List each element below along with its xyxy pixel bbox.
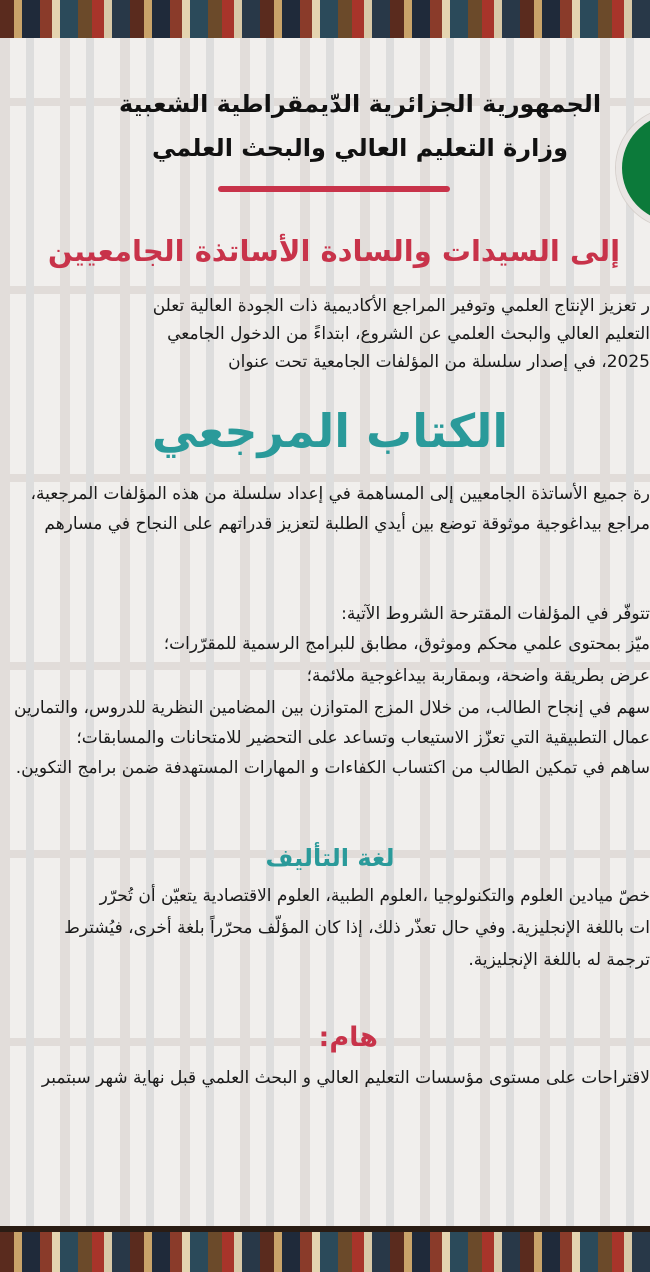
- language-line-2: ات باللغة الإنجليزية. وفي حال تعذّر ذلك، إذا كان المؤلّف محرّراً بلغة أخرى، فيُشترط: [64, 918, 650, 938]
- header-divider: [218, 186, 450, 192]
- condition-item-3: سهم في إنجاح الطالب، من خلال المزج المتوازن بين المضامين النظرية للدروس، والتمارين: [13, 698, 650, 718]
- algeria-flag-emblem: [616, 108, 650, 228]
- language-section-title: لغة التأليف: [265, 844, 395, 872]
- bookshelf-top-strip: [0, 0, 650, 38]
- intro-line-1: ر تعزيز الإنتاج العلمي وتوفير المراجع الأكاديمية ذات الجودة العالية تعلن: [152, 296, 650, 316]
- invitation-line-2: مراجع بيداغوجية موثوقة توضع بين أيدي الطلبة لتعزيز قدراتهم على النجاح في مسارهم: [44, 514, 650, 534]
- language-line-3: ترجمة له باللغة الإنجليزية.: [468, 950, 650, 970]
- important-title: هام:: [318, 1022, 378, 1053]
- condition-item-2: عرض بطريقة واضحة، وبمقاربة بيداغوجية ملائمة؛: [306, 666, 650, 686]
- bookshelf-bottom-strip: [0, 1226, 650, 1272]
- important-text: لاقتراحات على مستوى مؤسسات التعليم العالي و البحث العلمي قبل نهاية شهر سبتمبر: [41, 1068, 650, 1088]
- country-name: الجمهورية الجزائرية الدّيمقراطية الشعبية: [118, 90, 602, 118]
- condition-item-5: ساهم في تمكين الطالب من اكتساب الكفاءات و المهارات المستهدفة ضمن برامج التكوين.: [15, 758, 650, 778]
- intro-line-2: التعليم العالي والبحث العلمي عن الشروع، ابتداءً من الدخول الجامعي: [167, 324, 650, 344]
- conditions-intro: تتوفّر في المؤلفات المقترحة الشروط الآتية:: [341, 604, 650, 624]
- language-line-1: خصّ ميادين العلوم والتكنولوجيا ،العلوم الطبية، العلوم الاقتصادية يتعيّن أن تُحرّر: [99, 886, 650, 906]
- ministry-name: وزارة التعليم العالي والبحث العلمي: [151, 134, 569, 162]
- condition-item-4: عمال التطبيقية التي تعزّز الاستيعاب وتساعد على التحضير للامتحانات والمسابقات؛: [76, 728, 650, 748]
- announcement-panel: [0, 38, 650, 1226]
- intro-line-3: 2025، في إصدار سلسلة من المؤلفات الجامعية تحت عنوان: [228, 352, 650, 372]
- greeting-heading: إلى السيدات والسادة الأساتذة الجامعيين: [47, 234, 621, 268]
- book-series-title: الكتاب المرجعي: [151, 404, 509, 458]
- invitation-line-1: رة جميع الأساتذة الجامعيين إلى المساهمة في إعداد سلسلة من هذه المؤلفات المرجعية،: [30, 484, 650, 504]
- condition-item-1: ميّز بمحتوى علمي محكم وموثوق، مطابق للبرامج الرسمية للمقرّرات؛: [163, 634, 650, 654]
